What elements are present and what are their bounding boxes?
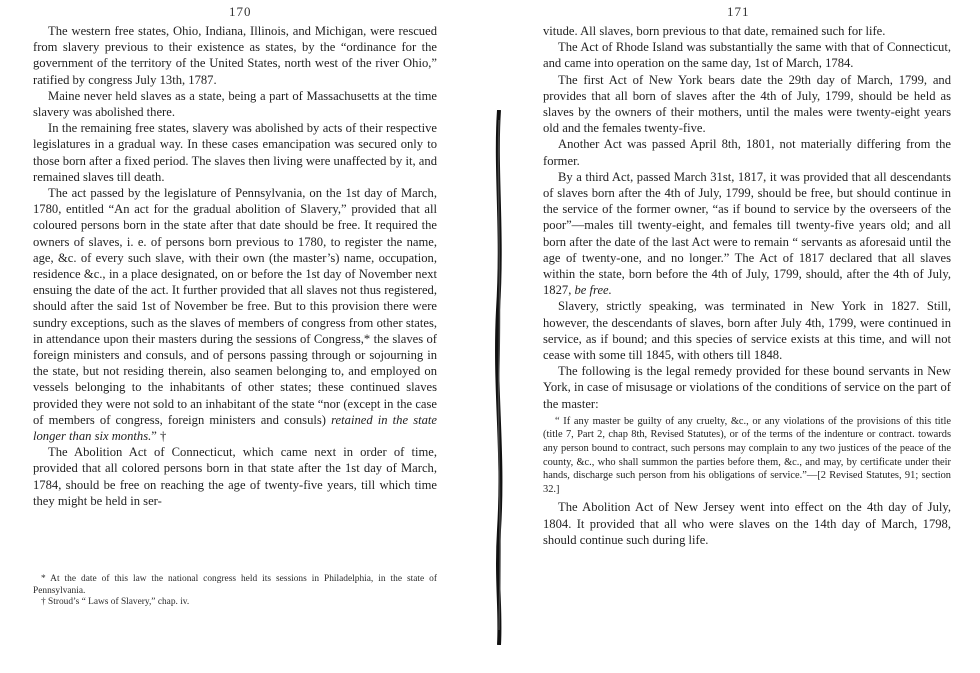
paragraph: The first Act of New York bears date the 29th day of March, 1799, and provides that all born of slaves after the 4th of July, 1799, should be held as slaves by the owners of their mothers, until the males were twenty-eight years old and the females twenty-five.: [543, 72, 951, 136]
footnote-marker: ” †: [151, 429, 167, 444]
paragraph: [33, 185, 437, 444]
footnotes: [33, 574, 437, 609]
paragraph: The following is the legal remedy provided for these bound servants in New York, in case of misusage or violations of the conditions of service on the part of the master:: [543, 364, 951, 411]
left-page-body: [33, 23, 437, 509]
paragraph: Maine never held slaves as a state, being a part of Massachusetts at the time slavery was abolished there.: [33, 88, 437, 120]
right-page-body: [543, 23, 951, 548]
paragraph-text: By a third Act, passed March 31st, 1817, it was provided that all descendants of slaves born after the 4th of July, 1799, should be free, but should continue in the service of the former owner, “as if bound to service by the overseers of the poor”—males till twenty-eight, and females till twenty-five years old; and all born after the date of the last Act were to remain “ servants as aforesaid until the age of twenty-one, and no longer.” The Act of 1817 declared that all slaves within the state, born before the 4th of July, 1799, should, after the 4th of July, 1827,: [543, 169, 951, 298]
footnote: * At the date of this law the national congress held its sessions in Philadelphia, in the state of Pennsylvania.: [33, 574, 437, 596]
book-gutter: [492, 110, 506, 645]
paragraph: The Abolition Act of New Jersey went into effect on the 4th day of July, 1804. It provided that all who were slaves on the 14th day of March, 1798, should continue such during life.: [543, 500, 951, 547]
paragraph: The western free states, Ohio, Indiana, Illinois, and Michigan, were rescued from slavery previous to their existence as states, by the “ordinance for the government of the territory of the United States, north west of the river Ohio,” ratified by congress July 13th, 1787.: [33, 24, 437, 87]
page-number-right: 171: [727, 4, 750, 19]
paragraph: The Abolition Act of Connecticut, which came next in order of time, provided that all colored persons born in that state after the 1st day of March, 1784, should be free on reaching the age of twenty-five years, till which time they might be held in ser-: [33, 445, 437, 508]
italic-phrase: retained in the state longer than six months.: [33, 412, 437, 444]
paragraph: Another Act was passed April 8th, 1801, not materially differing from the former.: [543, 137, 951, 168]
block-quote: “ If any master be guilty of any cruelty, &c., or any violations of the provisions of this title (title 7, Part 2, chap 8th, Revised Statutes), or of the terms of the indenture or contract. towards any person bound to contract, such persons may complain to any two justices of the peace of the county, &c., who shall summon the parties before them, &c., and may, by certificate under their hands, discharge such person from his obligations of service.”—[2 Revised Statutes, 91; section 32.]: [543, 415, 951, 495]
paragraph-text: The act passed by the legislature of Pennsylvania, on the 1st day of March, 1780, entitled “An act for the gradual abolition of Slavery,” provided that all coloured persons born in the state after that date should be free. It required the owners of slaves, i. e. of persons born previous to 1780, to register the name, age, &c. of every such slave, with their own (the master’s) name, occupation, residence &c., in a place designated, on or before the 1st day of November next ensuing the date of the act. It further provided that all slaves not thus registered, should after the said 1st of November be free. But to this provision there were sundry exceptions, such as the slaves of members of congress from other states, in attendance upon their masters during the sessions of Congress,* the slaves of foreign ministers and consuls, and of persons passing through or sojourning in the state, but not residing therein, also seamen belonging to, and employed on vessels belonging to the inhabitants of other states; these continued slaves provided they were not sold to an inhabitant of the state “nor (except in the case of members of congress, foreign ministers and consuls): [33, 186, 437, 427]
italic-phrase: be free.: [574, 283, 612, 298]
page-number-left: 170: [229, 4, 252, 19]
paragraph: vitude. All slaves, born previous to that date, remained such for life.: [543, 24, 886, 38]
footnote: † Stroud’s “ Laws of Slavery,” chap. iv.: [41, 597, 190, 607]
paragraph: [543, 169, 951, 299]
paragraph: In the remaining free states, slavery was abolished by acts of their respective legislatures in a gradual way. In these cases emancipation was secured only to those born after a fixed period. The slaves then living were unaffected by it, and remained slaves till death.: [33, 121, 437, 184]
paragraph: The Act of Rhode Island was substantially the same with that of Connecticut, and came into operation on the same day, 1st of March, 1784.: [543, 40, 951, 71]
paragraph: Slavery, strictly speaking, was terminated in New York in 1827. Still, however, the descendants of slaves, born after July 4th, 1799, were continued in service, as if bound; and this species of service exists at this time, and will not cease with some till 1845, with others till 1848.: [543, 299, 951, 363]
